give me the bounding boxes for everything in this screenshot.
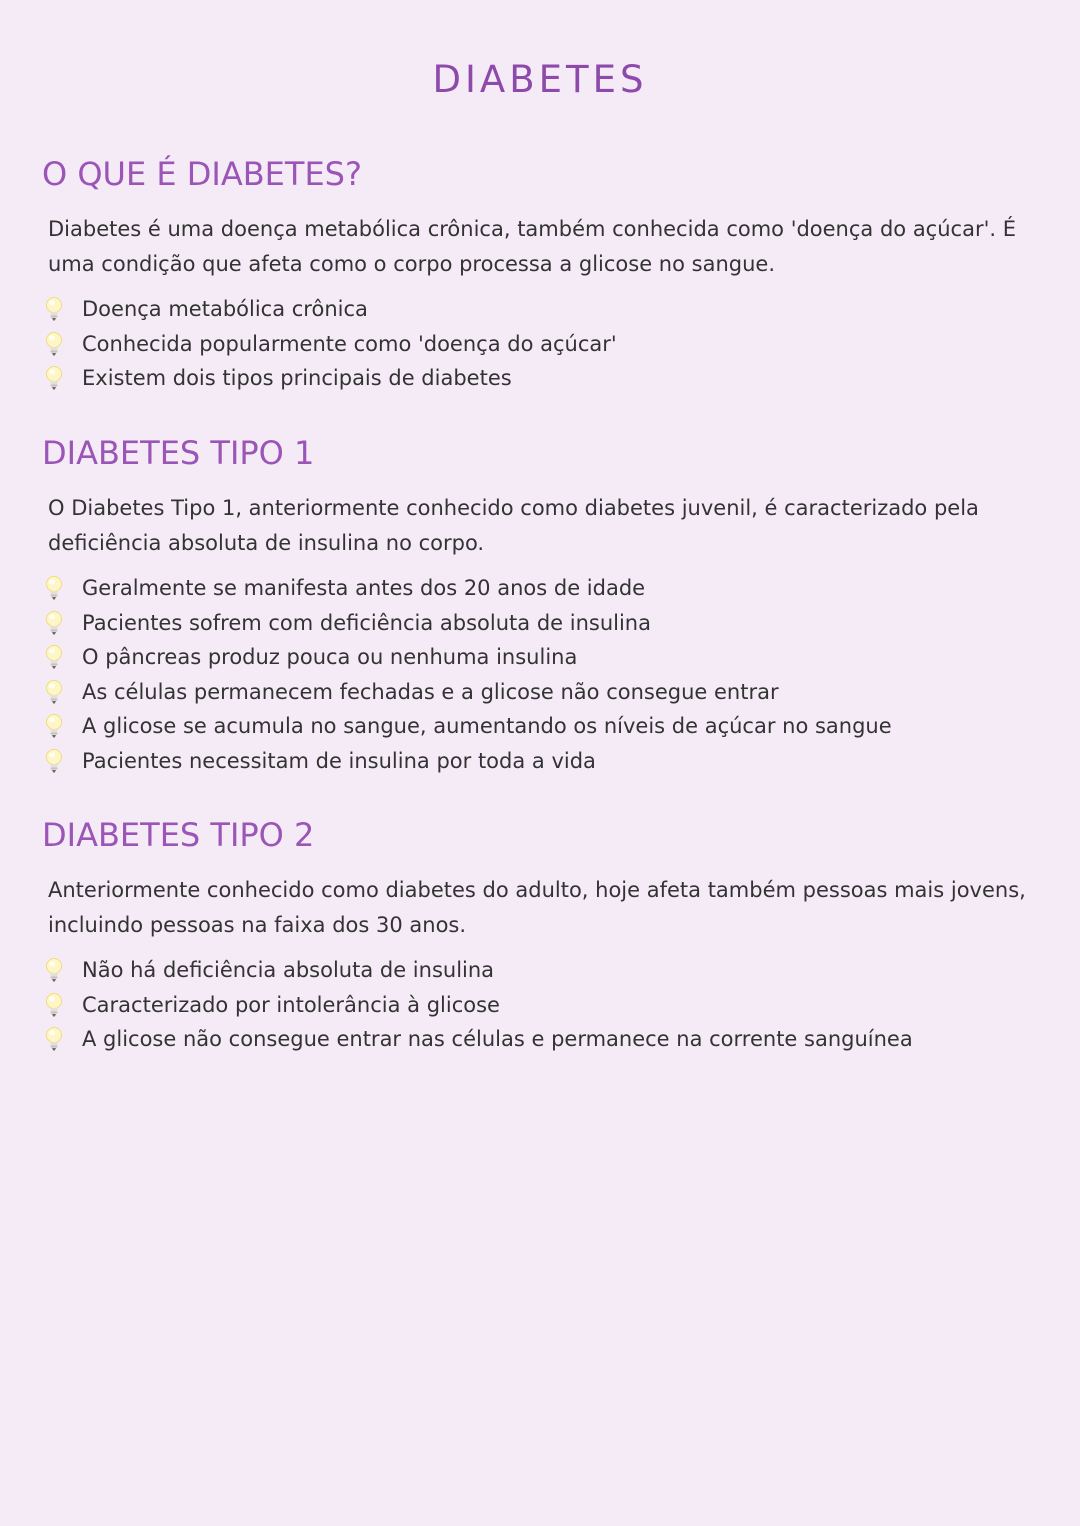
- lightbulb-icon: [44, 992, 64, 1018]
- bullet-text: O pâncreas produz pouca ou nenhuma insulina: [82, 645, 578, 670]
- list-item: [42, 640, 1042, 675]
- lightbulb-icon: [44, 679, 64, 705]
- bullet-text: Caracterizado por intolerância à glicose: [82, 992, 500, 1017]
- bullet-list: [42, 571, 1042, 779]
- section-heading: O QUE É DIABETES?: [42, 155, 362, 193]
- bullet-text: Pacientes sofrem com deficiência absoluta de insulina: [82, 610, 651, 635]
- section-heading: DIABETES TIPO 1: [42, 434, 315, 472]
- section-what-is-diabetes: [42, 154, 1042, 396]
- lightbulb-icon: [44, 957, 64, 983]
- list-item: [42, 1022, 1042, 1057]
- lightbulb-icon: [44, 296, 64, 322]
- lightbulb-icon: [44, 331, 64, 357]
- list-item: [42, 327, 1042, 362]
- lightbulb-icon: [44, 575, 64, 601]
- list-item: [42, 571, 1042, 606]
- lightbulb-icon: [44, 610, 64, 636]
- section-intro: Anteriormente conhecido como diabetes do adulto, hoje afeta também pessoas mais jovens, incluindo pessoas na faixa dos 30 anos.: [48, 878, 1026, 937]
- bullet-text: Não há deficiência absoluta de insulina: [82, 958, 495, 982]
- list-item: [42, 709, 1042, 744]
- list-item: [42, 361, 1042, 396]
- section-intro: O Diabetes Tipo 1, anteriormente conhecido como diabetes juvenil, é caracterizado pela deficiência absoluta de insulina no corpo.: [48, 496, 979, 555]
- list-item: [42, 953, 1042, 988]
- document-title: DIABETES: [432, 58, 648, 101]
- lightbulb-icon: [44, 644, 64, 670]
- section-intro: Diabetes é uma doença metabólica crônica, também conhecida como 'doença do açúcar'. É uma condição que afeta como o corpo processa a glicose no sangue.: [48, 217, 1016, 276]
- list-item: [42, 675, 1042, 710]
- list-item: [42, 606, 1042, 641]
- bullet-text: Pacientes necessitam de insulina por toda a vida: [82, 748, 596, 773]
- section-diabetes-type-1: [42, 433, 1042, 779]
- bullet-text: Doença metabólica crônica: [82, 297, 368, 321]
- section-heading: DIABETES TIPO 2: [42, 816, 315, 854]
- bullet-text: As células permanecem fechadas e a glicose não consegue entrar: [82, 679, 779, 704]
- bullet-text: A glicose não consegue entrar nas células e permanece na corrente sanguínea: [82, 1027, 913, 1052]
- lightbulb-icon: [44, 1026, 64, 1052]
- list-item: [42, 744, 1042, 779]
- list-item: [42, 988, 1042, 1023]
- lightbulb-icon: [44, 365, 64, 391]
- bullet-text: Conhecida popularmente como 'doença do açúcar': [82, 331, 617, 356]
- bullet-list: [42, 292, 1042, 396]
- section-diabetes-type-2: [42, 815, 1042, 1057]
- bullet-text: Existem dois tipos principais de diabetes: [82, 366, 512, 391]
- lightbulb-icon: [44, 748, 64, 774]
- bullet-list: [42, 953, 1042, 1057]
- list-item: [42, 292, 1042, 327]
- lightbulb-icon: [44, 713, 64, 739]
- bullet-text: A glicose se acumula no sangue, aumentando os níveis de açúcar no sangue: [82, 714, 892, 739]
- bullet-text: Geralmente se manifesta antes dos 20 anos de idade: [82, 576, 646, 600]
